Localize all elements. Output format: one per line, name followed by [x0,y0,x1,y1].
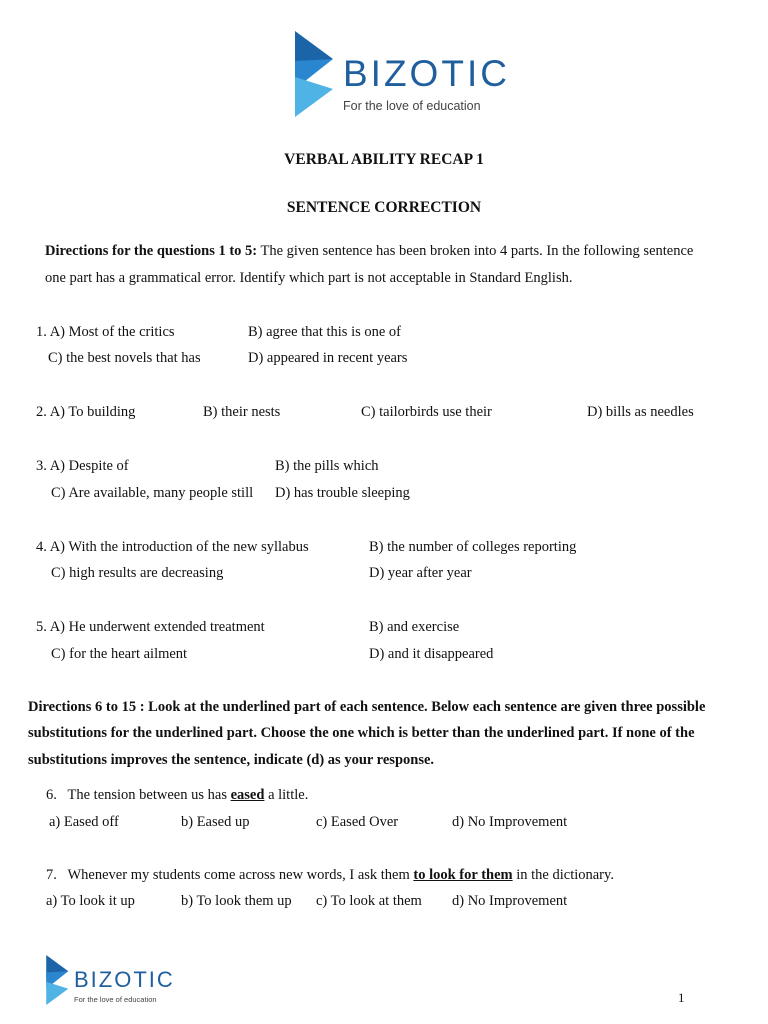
q7-option-c: c) To look at them [316,893,422,909]
q2-option-c: C) tailorbirds use their [361,404,492,420]
q2-option-d: D) bills as needles [587,404,694,420]
directions-1-lead: Directions for the questions 1 to 5: [45,243,258,259]
q6-option-a: a) Eased off [49,814,119,830]
directions-1-line-2: one part has a grammatical error. Identify which part is not acceptable in Standard English. [45,270,573,286]
q6-option-d: d) No Improvement [452,814,568,830]
bizotic-footer-logo [46,955,176,1007]
section-title: SENTENCE CORRECTION [286,199,482,216]
q7-option-d: d) No Improvement [452,893,568,909]
q7-number: 7. [46,867,57,883]
directions-2-line-2: substitutions for the underlined part. Choose the one which is better than the underlined part. If none of the [28,725,695,741]
q6-option-b: b) Eased up [181,814,250,830]
q3-option-a: 3. A) Despite of [36,458,129,474]
logo-tagline: For the love of education [343,99,481,113]
q3-option-d: D) has trouble sleeping [275,485,410,501]
directions-1-line-1 [45,238,725,265]
q5-option-d: D) and it disappeared [369,646,494,662]
q6-option-c: c) Eased Over [316,814,399,830]
q5-option-a: 5. A) He underwent extended treatment [36,619,265,635]
q7-text-pre: Whenever my students come across new words, I ask them [67,867,414,883]
q6-sentence [46,787,308,804]
q7-underlined-part: to look for them [413,867,513,883]
q5-option-b: B) and exercise [369,619,460,635]
q7-sentence [46,867,614,884]
footer-logo-tagline: For the love of education [74,995,157,1004]
q7-option-b: b) To look them up [181,893,292,909]
q6-text-pre: The tension between us has [67,787,231,803]
q6-number: 6. [46,787,57,803]
q2-option-b: B) their nests [203,404,281,420]
q3-option-c: C) Are available, many people still [51,485,254,501]
q5-option-c: C) for the heart ailment [51,646,188,662]
logo-brand-name: BIZOTIC [343,53,510,94]
bizotic-logo-mark-icon [295,31,339,117]
q6-underlined-part: eased [230,787,265,803]
q6-text-post: a little. [264,787,309,803]
directions-2-line-1: Directions 6 to 15 : Look at the underlined part of each sentence. Below each sentence are given three possible [28,699,706,715]
q1-option-a: 1. A) Most of the critics [36,324,175,340]
footer-logo-brand-name: BIZOTIC [74,967,175,992]
q1-option-c: C) the best novels that has [48,350,201,366]
q1-option-b: B) agree that this is one of [248,324,402,340]
directions-2-line-3: substitutions improves the sentence, indicate (d) as your response. [28,752,435,768]
q2-option-a: 2. A) To building [36,404,136,420]
page-title: VERBAL ABILITY RECAP 1 [284,151,484,168]
q4-option-b: B) the number of colleges reporting [369,539,577,555]
q4-option-c: C) high results are decreasing [51,565,224,581]
directions-1 [45,238,725,292]
directions-1-text: The given sentence has been broken into 4 parts. In the following sentence [257,243,694,259]
q4-option-d: D) year after year [369,565,472,581]
bizotic-logo [295,31,510,117]
q7-option-a: a) To look it up [46,893,135,909]
q1-option-d: D) appeared in recent years [248,350,408,366]
q4-option-a: 4. A) With the introduction of the new syllabus [36,539,309,555]
page-number: 1 [678,990,685,1005]
bizotic-footer-logo-mark-icon [46,955,72,1005]
q3-option-b: B) the pills which [275,458,379,474]
q7-text-post: in the dictionary. [512,867,614,883]
